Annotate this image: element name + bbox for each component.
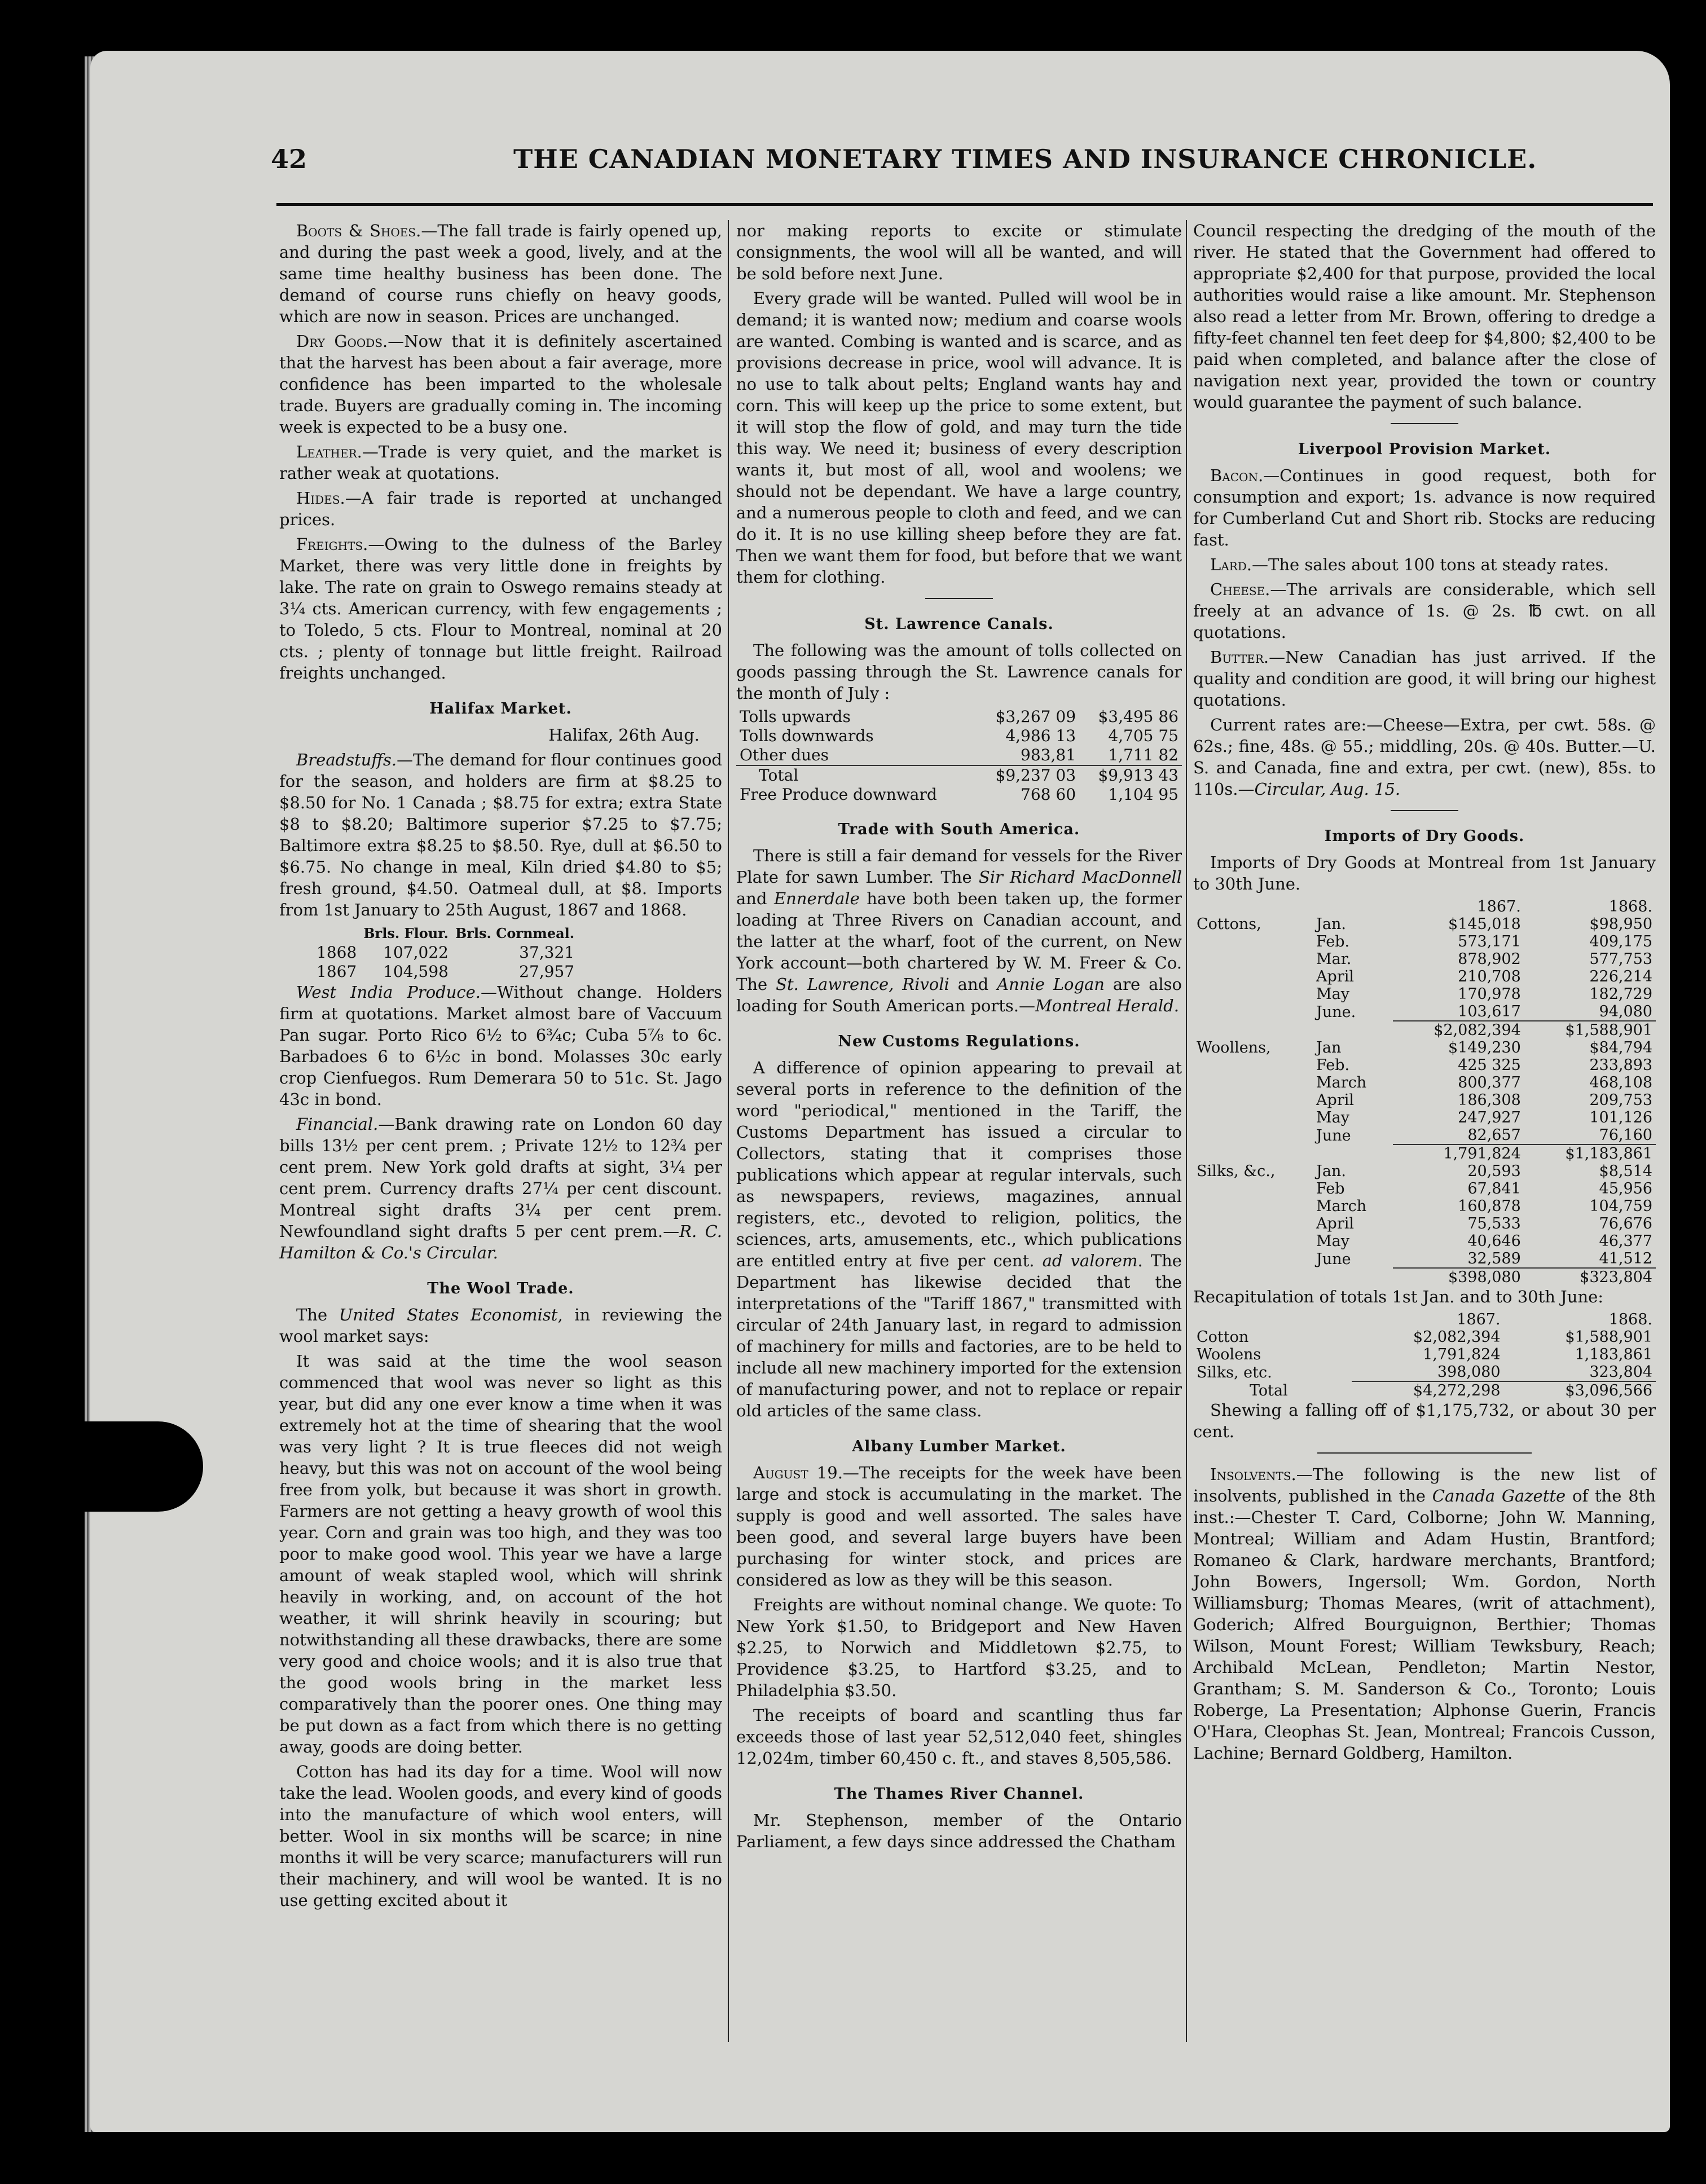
thames-paragraph: Mr. Stephenson, member of the Ontario Parliament, a few days since addressed the Chatham	[736, 1811, 1182, 1851]
table-row: Cottons, Jan. $145,018 $98,950	[1193, 915, 1656, 933]
bacon-paragraph: Bacon.—Continues in good request, both for consumption and export; 1s. advance is now required for Cumberland Cut and Short rib. Stocks are reducing fast.	[1193, 466, 1656, 549]
leather-paragraph: Leather.—Trade is very quiet, and the market is rather weak at quotations.	[279, 442, 722, 483]
canals-intro: The following was the amount of tolls collected on goods passing through the St. Lawrence canals for the month of July :	[736, 641, 1182, 703]
table-row: Tolls upwards $3,267 09 $3,495 86	[740, 707, 1179, 726]
table-row: Silks, &c., Jan. 20,593 $8,514	[1193, 1163, 1656, 1180]
column-rule-2	[1186, 220, 1187, 2042]
customs-paragraph: A difference of opinion appearing to prevail at several ports in reference to the definition of the word "periodical," mentioned in the Tariff, the Customs Department has issued a circular to Collectors, stating that it comprises those publications which appear at regular intervals, such as newspapers, reviews, magazines, annual registers, etc., devoted to religion, politics, the sciences, arts, amusements, etc., which publications are entitled entry at five per cent. ad valorem. The Department has likewise decided that the interpretations of the "Tariff 1867," transmitted with circular of 24th January last, in regard to admission of machinery for mills and factories, are to be held to include all new machinery imported for the extension of manufacturing power, and not to replace or repair old articles of the same class.	[736, 1058, 1182, 1420]
table-header: Brls. Flour.	[363, 925, 449, 941]
breadstuffs-paragraph: Breadstuffs.—The demand for flour continues good for the season, and holders are firm at $8.25 to $8.50 for No. 1 Canada ; $8.75 for extra; extra State $8 to $8.20; Baltimore superior $7.25 to $7.75; Baltimore extra $8.25 to $8.50. Rye, dull at $6.50 to $6.75. No change in meal, Kiln dried $4.80 to $5; fresh ground, $4.50. Oatmeal dull, at $8. Imports from 1st January to 25th August, 1867 and 1868.	[279, 750, 722, 919]
table-row: 1867 104,598 27,957	[316, 962, 575, 981]
table-row: Other dues 983,81 1,711 82	[740, 746, 1179, 764]
boots-paragraph: Boots & Shoes.—The fall trade is fairly opened up, and during the past week a good, lively, and at the same time healthy business has been done. The demand of course runs chiefly on heavy goods, which are now in season. Prices are unchanged.	[279, 221, 722, 326]
table-row: June. 103,617 94,080	[1316, 1003, 1652, 1021]
year-header: 1868.	[1608, 898, 1652, 915]
separator	[925, 598, 993, 599]
table-row: March 160,878 104,759	[1316, 1197, 1652, 1215]
table-row: April 186,308 209,753	[1316, 1091, 1652, 1109]
south-america-heading: Trade with South America.	[838, 821, 1080, 838]
albany-paragraph-3: The receipts of board and scantling thus far exceeds those of last year 52,512,040 feet, shingles 12,024m, timber 60,450 c. ft., and staves 8,505,586.	[736, 1706, 1182, 1768]
category-label: Silks, &c.,	[1197, 1163, 1276, 1180]
thames-continued: Council respecting the dredging of the mouth of the river. He stated that the Government had offered to appropriate $2,400 for that purpose, provided the local authorities would raise a like amount. Mr. Stephenson also read a letter from Mr. Brown, offering to dredge a fifty-feet channel ten feet deep for $4,800; $2,400 to be paid when completed, and balance after the close of navigation next year, provided the town or country would guarantee the payment of such balance.	[1193, 221, 1656, 412]
lard-paragraph: Lard.—The sales about 100 tons at steady rates.	[1210, 555, 1609, 574]
dry-goods-imports-table	[1193, 898, 1656, 1286]
canals-heading: St. Lawrence Canals.	[864, 615, 1054, 633]
separator	[1391, 423, 1458, 424]
table-header: Brls. Cornmeal.	[455, 925, 575, 941]
table-row: Silks, etc. 398,080 323,804	[1197, 1363, 1652, 1381]
wool-paragraph-3: Every grade will be wanted. Pulled will wool be in demand; it is wanted now; medium and coarse wools are wanted. Combing is wanted and is scarce, and as provisions decrease in price, wool will advance. It is no use to talk about pelts; England wants hay and corn. This will keep up the price to some extent, but it will stop the flow of gold, and may turn the tide this way. We need it; business of every description wants it, but most of all, wool and woolens; we should not be dependant. We have a large country, and a numerous people to cloth and feed, and we can do it. It is no use killing sheep before they are fat. Then we want them for food, but before that we want them for clothing.	[736, 289, 1182, 587]
table-row: May 247,927 101,126	[1316, 1109, 1652, 1126]
west-india-paragraph: West India Produce.—Without change. Holders firm at quotations. Market almost bare of Vaccuum Pan sugar. Porto Rico 6½ to 6¾c; Cuba 5⅞ to 6c. Barbadoes 6 to 6½c in bond. Molasses 30c early crop Cienfuegos. Rum Demerara 50 to 51c. St. Jago 43c in bond.	[279, 983, 722, 1109]
page-header	[271, 144, 1636, 183]
table-row: Feb 67,841 45,956	[1316, 1180, 1652, 1197]
year-header: 1867.	[1477, 898, 1521, 915]
canal-tolls-table	[736, 707, 1182, 804]
column-3	[1193, 220, 1656, 1767]
wool-trade-heading: The Wool Trade.	[427, 1280, 574, 1297]
total-row: Total $4,272,298 $3,096,566	[1193, 1381, 1656, 1399]
albany-paragraph-2: Freights are without nominal change. We quote: To New York $1.50, to Bridgeport and New Haven $2.25, to Norwich and Middletown $2.75, to Providence $3.25, to Hartford $3.25, and to Philadelphia $3.50.	[736, 1595, 1182, 1700]
liverpool-heading: Liverpool Provision Market.	[1298, 441, 1551, 458]
year-header: 1868.	[1608, 1311, 1652, 1328]
table-row: Feb. 425 325 233,893	[1316, 1056, 1652, 1074]
table-row: April 210,708 226,214	[1316, 968, 1652, 985]
albany-paragraph-1: August 19.—The receipts for the week have been large and stock is accumulating in the market. The supply is good and well assorted. The sales have been good, and several large buyers have been purchasing for winter stock, and prices are considered as low as they will be this season.	[736, 1463, 1182, 1589]
butter-paragraph: Butter.—New Canadian has just arrived. If the quality and condition are good, it will bring our highest quotations.	[1193, 648, 1656, 710]
dry-goods-imports-heading: Imports of Dry Goods.	[1324, 827, 1525, 845]
recap-note: Shewing a falling off of $1,175,732, or about 30 per cent.	[1193, 1401, 1656, 1441]
table-row: June 32,589 41,512	[1316, 1250, 1652, 1268]
table-row: Woollens, Jan $149,230 $84,794	[1193, 1039, 1656, 1056]
category-label: Woollens,	[1197, 1039, 1271, 1056]
dry-goods-paragraph: Dry Goods.—Now that it is definitely ascertained that the harvest has been about a fair average, more confidence has been imparted to the wholesale trade. Buyers are gradually coming in. The incoming week is expected to be a busy one.	[279, 332, 722, 437]
table-row: Tolls downwards 4,986 13 4,705 75	[740, 726, 1179, 745]
year-header: 1867.	[1457, 1311, 1501, 1328]
table-row: Mar. 878,902 577,753	[1316, 950, 1652, 968]
hides-paragraph: Hides.—A fair trade is reported at unchanged prices.	[279, 488, 722, 529]
subtotal-row: 1,791,824 $1,183,861	[1193, 1144, 1656, 1163]
insolvents-paragraph: Insolvents.—The following is the new list of insolvents, published in the Canada Gazette of the 8th inst.:—Chester T. Card, Colborne; John W. Manning, Montreal; William and Adam Hustin, Brantford; Romaneo & Clark, hardware merchants, Brantford; John Bowers, Ingersoll; Wm. Gordon, North Williamsburg; Thomas Meares, (writ of attachment), Goderich; Alfred Bourguignon, Berthier; Thomas Wilson, Mount Forest; William Tewksbury, Reach; Archibald McLean, Pendleton; Martin Nestor, Grantham; S. M. Sanderson & Co., Toronto; Louis Roberge, La Presentation; Alphonse Guerin, Francis O'Hara, Cleophas St. Jean, Montreal; Francois Cusson, Lachine; Bernard Goldberg, Hamilton.	[1193, 1465, 1656, 1763]
table-row: Woolens 1,791,824 1,183,861	[1197, 1346, 1652, 1363]
table-row: Feb. 573,171 409,175	[1316, 933, 1652, 950]
flour-imports-table	[313, 924, 578, 981]
table-row: March 800,377 468,108	[1316, 1074, 1652, 1091]
thames-heading: The Thames River Channel.	[834, 1785, 1084, 1803]
halifax-dateline: Halifax, 26th Aug.	[548, 725, 700, 745]
table-row: 1868 107,022 37,321	[316, 943, 575, 962]
table-row: Free Produce downward 768 60 1,104 95	[740, 785, 1179, 804]
halifax-heading: Halifax Market.	[429, 700, 572, 717]
category-label: Cottons,	[1197, 915, 1261, 933]
column-2	[736, 220, 1182, 1856]
wool-intro: The United States Economist, in reviewing the wool market says:	[279, 1305, 722, 1346]
header-rule	[276, 203, 1653, 206]
customs-heading: New Customs Regulations.	[838, 1033, 1080, 1050]
binding-shadow	[0, 1421, 203, 1512]
recap-title: Recapitulation of totals 1st Jan. and to 30th June:	[1193, 1287, 1604, 1306]
subtotal-row: $2,082,394 $1,588,901	[1193, 1021, 1656, 1039]
table-row: May 170,978 182,729	[1316, 985, 1652, 1003]
table-row: May 40,646 46,377	[1316, 1232, 1652, 1250]
albany-heading: Albany Lumber Market.	[852, 1438, 1066, 1455]
wool-paragraph-2: Cotton has had its day for a time. Wool will now take the lead. Woolen goods, and every kind of goods into the manufacture of which wool enters, will better. Wool in six months will be scarce; in nine months it will be very scarce; manufacturers will run their machinery, and will wool be wanted. It is no use getting excited about it	[279, 1762, 722, 1910]
wool-continued: nor making reports to excite or stimulate consignments, the wool will all be wanted, and will be sold before next June.	[736, 221, 1182, 283]
cheese-paragraph: Cheese.—The arrivals are considerable, which sell freely at an advance of 1s. @ 2s. ℔ cwt. on all quotations.	[1193, 580, 1656, 642]
current-rates-paragraph: Current rates are:—Cheese—Extra, per cwt. 58s. @ 62s.; fine, 48s. @ 55.; middling, 20s. @ 40s. Butter.—U. S. and Canada, fine and extra, per cwt. (new), 85s. to 110s.—Circular, Aug. 15.	[1193, 715, 1656, 799]
dry-goods-intro: Imports of Dry Goods at Montreal from 1st January to 30th June.	[1193, 853, 1656, 893]
subtotal-row: $398,080 $323,804	[1193, 1268, 1656, 1286]
table-row: Cotton $2,082,394 $1,588,901	[1197, 1328, 1652, 1346]
separator	[1317, 1452, 1532, 1454]
column-1	[279, 220, 722, 1914]
table-row: April 75,533 76,676	[1316, 1215, 1652, 1232]
running-title: THE CANADIAN MONETARY TIMES AND INSURANCE CHRONICLE.	[513, 144, 1537, 174]
financial-paragraph: Financial.—Bank drawing rate on London 60 day bills 13½ per cent prem. ; Private 12½ to 12¾ per cent prem. New York gold drafts at sight, 3¼ per cent prem. Currency drafts 27¼ per cent discount. Montreal sight drafts 3¼ per cent prem. Newfoundland sight drafts 5 per cent prem.—R. C. Hamilton & Co.'s Circular.	[279, 1115, 722, 1262]
recap-table	[1193, 1311, 1656, 1399]
separator	[1391, 810, 1458, 811]
table-row: June 82,657 76,160	[1316, 1126, 1652, 1144]
table-row: Total $9,237 03 $9,913 43	[736, 765, 1182, 785]
freights-paragraph: Freights.—Owing to the dulness of the Barley Market, there was very little done in freights by lake. The rate on grain to Oswego remains steady at 3¼ cts. American currency, with few engagements ; to Toledo, 5 cts. Flour to Montreal, nominal at 20 cts. ; plenty of tonnage but little freight. Railroad freights unchanged.	[279, 535, 722, 682]
page-number: 42	[271, 144, 307, 174]
wool-paragraph-1: It was said at the time the wool season commenced that wool was never so light as this year, but did any one ever know a time when it was extremely hot at the time of shearing that the wool was very light ? It is true fleeces did not weigh heavy, but this was not on account of the wool being free from yolk, but because it was short in growth. Farmers are not getting a heavy growth of wool this year. Corn and grain was too high, and they was too poor to make good wool. This year we have a large amount of weak stapled wool, which will shrink heavily in working, and, on account of the hot weather, it will shrink heavily in scouring; but notwithstanding all these drawbacks, there are some very good and choice wools; and it is also true that the good wools bring in the market less comparatively than the poorer ones. One thing may be put down as a fact from which there is no getting away, goods are doing better.	[279, 1351, 722, 1756]
south-america-paragraph: There is still a fair demand for vessels for the River Plate for sawn Lumber. The Sir Richard MacDonnell and Ennerdale have both been taken up, the former loading at Three Rivers on Canadian account, and the latter at the wharf, foot of the current, on New York account—both chartered by W. M. Freer & Co. The St. Lawrence, Rivoli and Annie Logan are also loading for South American ports.—Montreal Herald.	[736, 846, 1182, 1015]
column-rule-1	[728, 220, 729, 2042]
